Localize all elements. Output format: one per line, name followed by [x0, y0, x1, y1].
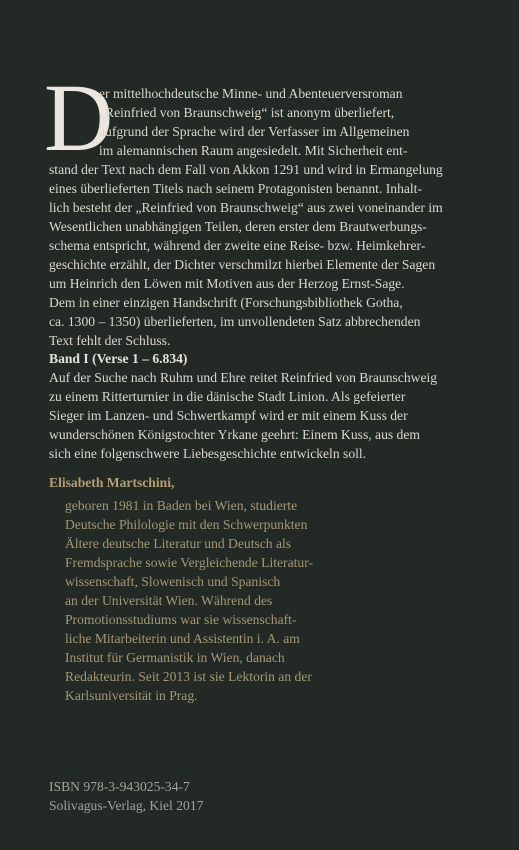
author-bio-line: Deutsche Philologie mit den Schwerpunkten [65, 517, 308, 532]
synopsis-line: Wesentlichen unabhängigen Teilen, deren erster dem Brautwerbungs- [49, 219, 427, 234]
synopsis-line: eines überlieferten Titels nach seinem Protagonisten benannt. Inhalt- [49, 181, 422, 196]
author-bio-line: Ältere deutsche Literatur und Deutsch als [65, 536, 292, 551]
volume-line: sich eine folgenschwere Liebesgeschichte entwickeln soll. [49, 446, 367, 461]
isbn: ISBN 978-3-943025-34-7 [49, 779, 190, 794]
synopsis-line: im alemannischen Raum angesiedelt. Mit Sicherheit ent- [99, 143, 408, 158]
synopsis-line: aufgrund der Sprache wird der Verfasser im Allgemeinen [99, 124, 410, 139]
author-bio-line: Fremdsprache sowie Vergleichende Literatur- [65, 555, 313, 570]
volume-line: Sieger im Lanzen- und Schwertkampf wird er mit einem Kuss der [49, 408, 408, 423]
author-bio-line: liche Mitarbeiterin und Assistentin i. A. am [65, 631, 300, 646]
author-bio-line: Karlsuniversität in Prag. [65, 688, 198, 703]
author-bio-line: geboren 1981 in Baden bei Wien, studierte [65, 498, 298, 513]
synopsis-line: „Reinfried von Braunschweig“ ist anonym überliefert, [99, 105, 395, 120]
synopsis-line: stand der Text nach dem Fall von Akkon 1291 und wird in Ermangelung [49, 162, 443, 177]
synopsis-line: schema entspricht, während der zweite eine Reise- bzw. Heimkehrer- [49, 238, 426, 253]
synopsis-line: um Heinrich den Löwen mit Motiven aus der Herzog Ernst-Sage. [49, 276, 405, 291]
author-name: Elisabeth Martschini, [49, 475, 175, 490]
synopsis-line: Dem in einer einzigen Handschrift (Forschungsbibliothek Gotha, [49, 295, 403, 310]
synopsis-line: lich besteht der „Reinfried von Braunschweig“ aus zwei voneinander im [49, 200, 443, 215]
synopsis-line: er mittelhochdeutsche Minne- und Abenteuerversroman [99, 86, 403, 101]
author-bio-line: Redakteurin. Seit 2013 ist sie Lektorin an der [65, 669, 312, 684]
publisher: Solivagus-Verlag, Kiel 2017 [49, 798, 204, 813]
volume-heading: Band I (Verse 1 – 6.834) [49, 351, 188, 366]
author-bio-line: wissenschaft, Slowenisch und Spanisch [65, 574, 281, 589]
synopsis-line: Text fehlt der Schluss. [49, 333, 171, 348]
drop-cap: D [44, 64, 114, 171]
volume-line: wunderschönen Königstochter Yrkane geehrt: Einem Kuss, aus dem [49, 427, 420, 442]
author-bio-line: Institut für Germanistik in Wien, danach [65, 650, 285, 665]
volume-line: Auf der Suche nach Ruhm und Ehre reitet Reinfried von Braunschweig [49, 370, 438, 385]
author-bio-line: Promotionsstudiums war sie wissenschaft- [65, 612, 297, 627]
synopsis-line: ca. 1300 – 1350) überlieferten, im unvollendeten Satz abbrechenden [49, 314, 421, 329]
volume-line: zu einem Ritterturnier in die dänische Stadt Linion. Als gefeierter [49, 389, 406, 404]
author-bio-line: an der Universität Wien. Während des [65, 593, 273, 608]
synopsis-line: geschichte erzählt, der Dichter verschmilzt hierbei Elemente der Sagen [49, 257, 436, 272]
